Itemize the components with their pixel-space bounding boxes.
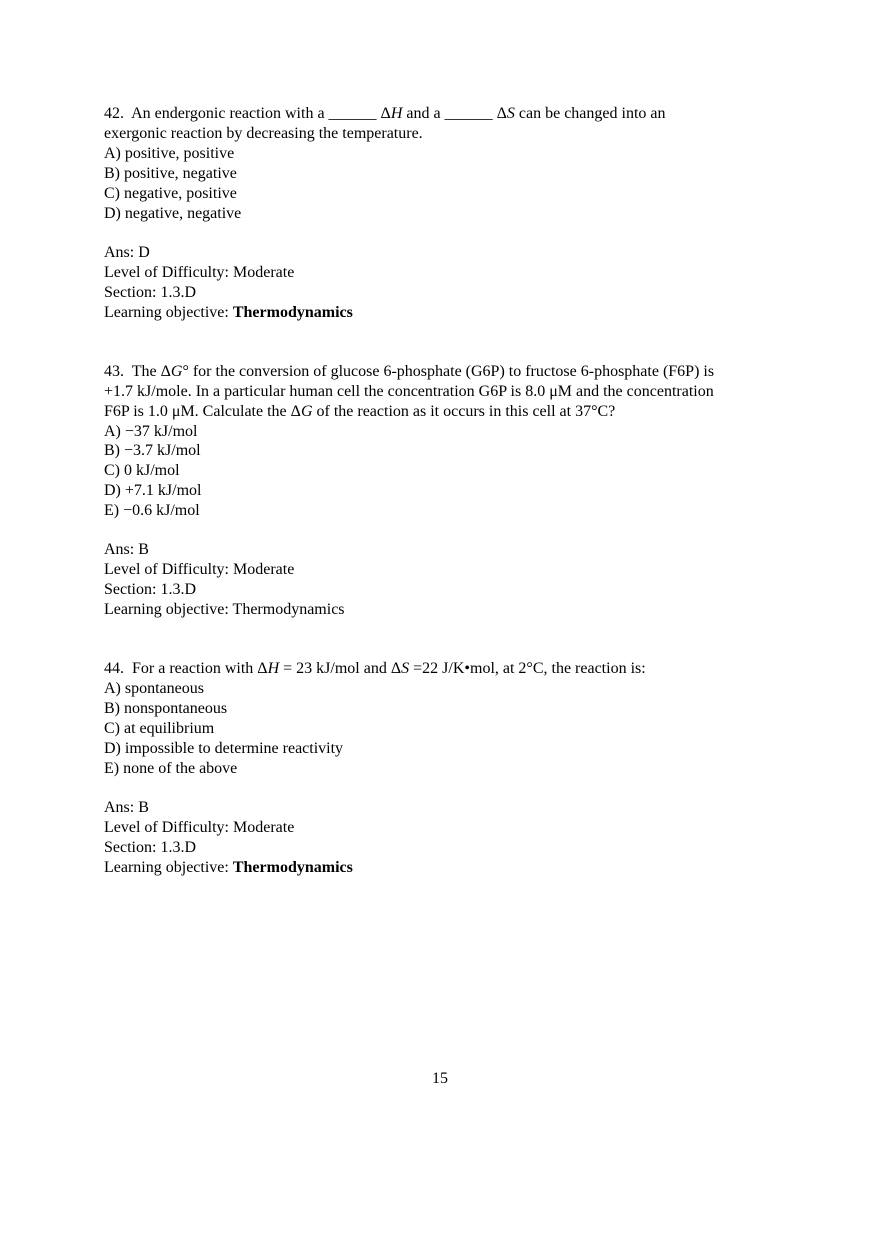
- q43-option-b: B) −3.7 kJ/mol: [104, 442, 201, 459]
- q42-objective-value: Thermodynamics: [232, 304, 353, 321]
- q44-entropy-symbol: S: [401, 660, 410, 677]
- q44-section: Section: 1.3.D: [104, 839, 196, 856]
- q42-option-a: A) positive, positive: [104, 145, 235, 162]
- q44-option-a: A) spontaneous: [104, 680, 204, 697]
- q42-enthalpy-symbol: H: [390, 105, 403, 122]
- q42-entropy-symbol: S: [506, 105, 515, 122]
- q42-difficulty: Level of Difficulty: Moderate: [104, 264, 295, 281]
- q43-stem-text-a: The Δ: [131, 363, 171, 380]
- q43-number: 43.: [104, 363, 124, 380]
- q44-difficulty: Level of Difficulty: Moderate: [104, 819, 295, 836]
- q44-objective: [104, 858, 353, 878]
- q44-option-b: B) nonspontaneous: [104, 700, 228, 717]
- q43-option-d: D) +7.1 kJ/mol: [104, 482, 202, 499]
- q42-option-b: B) positive, negative: [104, 165, 237, 182]
- q43-option-e: E) −0.6 kJ/mol: [104, 502, 200, 519]
- q44-option-d: D) impossible to determine reactivity: [104, 740, 344, 757]
- q43-stem-text-d: of the reaction as it occurs in this cell at 37°C?: [312, 403, 616, 420]
- q43-stem-line-2: +1.7 kJ/mole. In a particular human cell the concentration G6P is 8.0 μM and the concentration: [104, 383, 714, 400]
- q44-answer: Ans: B: [104, 799, 149, 816]
- q43-objective: Learning objective: Thermodynamics: [104, 601, 345, 618]
- q42-objective-label: Learning objective:: [104, 304, 233, 321]
- q44-objective-label: Learning objective:: [104, 859, 233, 876]
- q43-section: Section: 1.3.D: [104, 581, 196, 598]
- q43-stem-line-1: [104, 362, 714, 382]
- page-number: 15: [432, 1070, 448, 1087]
- q42-section: Section: 1.3.D: [104, 284, 196, 301]
- q44-objective-value: Thermodynamics: [232, 859, 353, 876]
- q44-stem-text-c: =22 J/K•mol, at 2°C, the reaction is:: [409, 660, 646, 677]
- q44-number: 44.: [104, 660, 124, 677]
- q44-option-e: E) none of the above: [104, 760, 238, 777]
- q43-gibbs-symbol: G: [170, 363, 183, 380]
- q43-answer: Ans: B: [104, 541, 149, 558]
- q42-number: 42.: [104, 105, 124, 122]
- q42-stem-text-b: and a ______ Δ: [402, 105, 507, 122]
- q43-gibbs-symbol-2: G: [300, 403, 313, 420]
- q42-stem-line-1: [104, 104, 666, 124]
- q44-enthalpy-symbol: H: [267, 660, 280, 677]
- q42-stem-text-c: can be changed into an: [514, 105, 666, 122]
- q43-stem-line-3: [104, 402, 615, 422]
- q42-option-c: C) negative, positive: [104, 185, 237, 202]
- q44-stem-line-1: [104, 659, 646, 679]
- q42-answer: Ans: D: [104, 244, 150, 261]
- q42-option-d: D) negative, negative: [104, 205, 242, 222]
- q43-difficulty: Level of Difficulty: Moderate: [104, 561, 295, 578]
- q44-option-c: C) at equilibrium: [104, 720, 215, 737]
- q43-stem-text-c: F6P is 1.0 μM. Calculate the Δ: [104, 403, 301, 420]
- q44-stem-text-b: = 23 kJ/mol and Δ: [279, 660, 402, 677]
- q43-stem-text-b: ° for the conversion of glucose 6-phosphate (G6P) to fructose 6-phosphate (F6P) is: [182, 363, 715, 380]
- q43-option-a: A) −37 kJ/mol: [104, 423, 198, 440]
- q44-stem-text-a: For a reaction with Δ: [132, 660, 268, 677]
- q42-objective: [104, 303, 353, 323]
- q43-option-c: C) 0 kJ/mol: [104, 462, 180, 479]
- q42-stem-text-a: An endergonic reaction with a ______ Δ: [131, 105, 391, 122]
- q42-stem-line-2: exergonic reaction by decreasing the temperature.: [104, 125, 423, 142]
